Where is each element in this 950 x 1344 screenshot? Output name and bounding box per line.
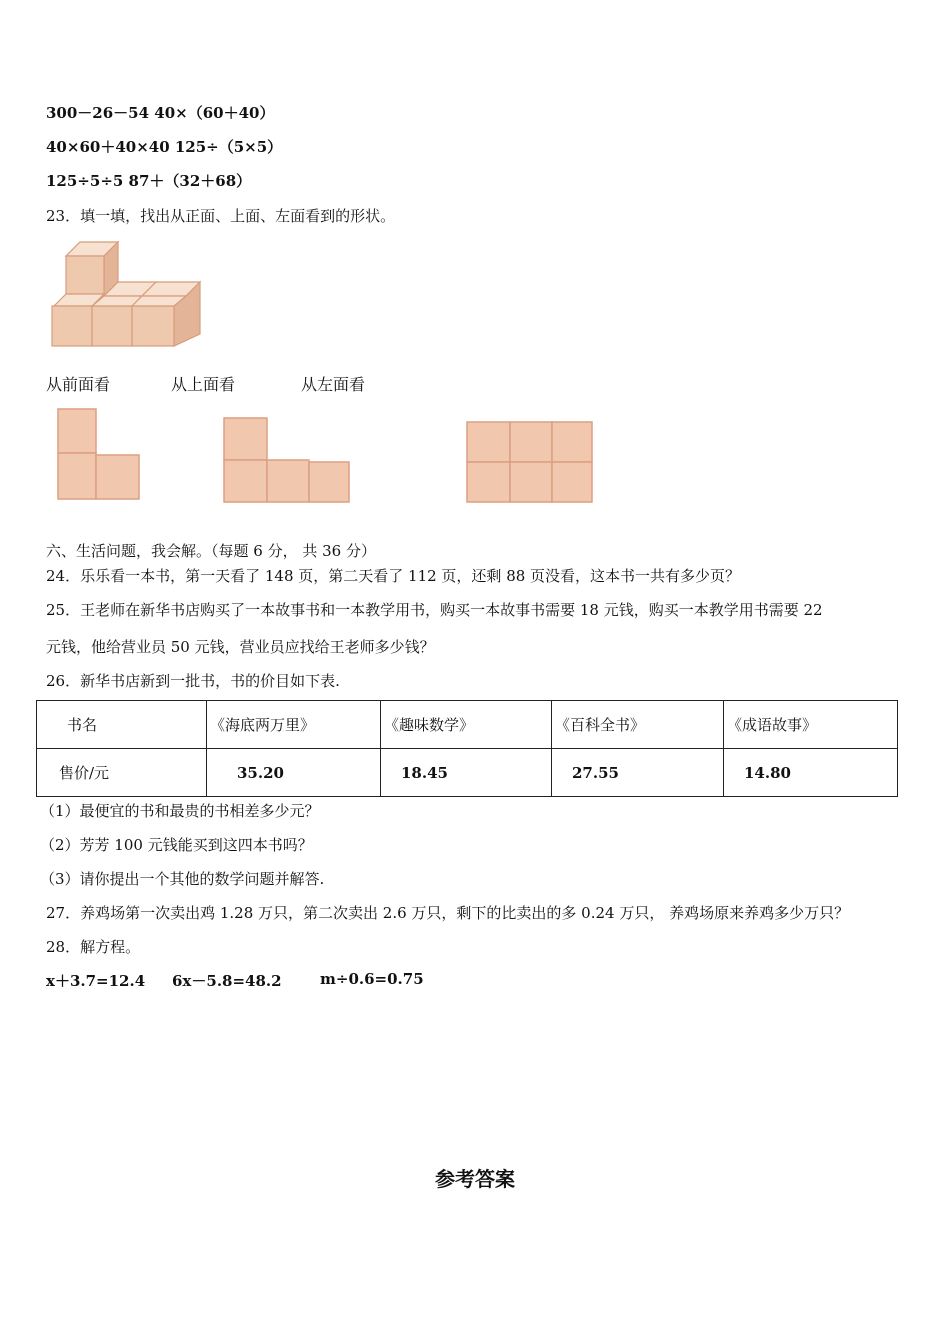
calc-line-2: 40×60＋40×40 125÷（5×5）	[46, 138, 283, 156]
label-top-view: 从上面看	[171, 375, 236, 394]
table-row	[37, 749, 898, 797]
equation-2: 6x－5.8=48.2	[172, 972, 282, 990]
equation-3: m÷0.6=0.75	[320, 970, 424, 988]
equation-1: x＋3.7=12.4	[46, 972, 146, 990]
question-26-sub2: （2）芳芳 100 元钱能买到这四本书吗？	[40, 836, 313, 854]
price-table	[36, 700, 898, 797]
question-26: 26．新华书店新到一批书，书的价目如下表.	[46, 672, 340, 690]
table-cell: 售价/元	[37, 749, 207, 797]
top-view-shape	[222, 416, 352, 504]
table-cell: 27.55	[552, 749, 724, 797]
question-25-line1: 25．王老师在新华书店购买了一本故事书和一本教学用书，购买一本故事书需要 18 元钱，购买一本教学用书需要 22	[46, 601, 823, 619]
table-cell: 14.80	[724, 749, 898, 797]
label-left-view: 从左面看	[301, 375, 366, 394]
question-26-sub1: （1）最便宜的书和最贵的书相差多少元？	[40, 802, 320, 820]
question-26-sub3: （3）请你提出一个其他的数学问题并解答.	[40, 870, 325, 888]
table-cell: 书名	[37, 701, 207, 749]
question-23: 23．填一填，找出从正面、上面、左面看到的形状。	[46, 207, 396, 225]
table-cell: 《成语故事》	[724, 701, 898, 749]
table-cell: 35.20	[207, 749, 381, 797]
question-25-line2: 元钱，他给营业员 50 元钱，营业员应找给王老师多少钱？	[46, 638, 435, 656]
table-header-row	[37, 701, 898, 749]
cube-stack-figure	[46, 238, 206, 350]
table-cell: 《海底两万里》	[207, 701, 381, 749]
calc-line-1: 300－26－54 40×（60＋40）	[46, 104, 275, 122]
question-28: 28．解方程。	[46, 938, 141, 956]
front-view-shape	[56, 407, 142, 503]
table-cell: 18.45	[381, 749, 552, 797]
left-view-shape	[465, 420, 595, 504]
calc-line-3: 125÷5÷5 87＋（32＋68）	[46, 172, 252, 190]
answer-title: 参考答案	[435, 1167, 515, 1191]
section-6-heading: 六、生活问题，我会解。（每题 6 分， 共 36 分）	[46, 542, 376, 560]
table-cell: 《百科全书》	[552, 701, 724, 749]
table-cell: 《趣味数学》	[381, 701, 552, 749]
question-24: 24．乐乐看一本书，第一天看了 148 页，第二天看了 112 页，还剩 88 页没看，这本书一共有多少页？	[46, 567, 741, 585]
label-front-view: 从前面看	[46, 375, 111, 394]
question-27: 27．养鸡场第一次卖出鸡 1.28 万只，第二次卖出 2.6 万只，剩下的比卖出的多 0.24 万只， 养鸡场原来养鸡多少万只？	[46, 904, 850, 922]
